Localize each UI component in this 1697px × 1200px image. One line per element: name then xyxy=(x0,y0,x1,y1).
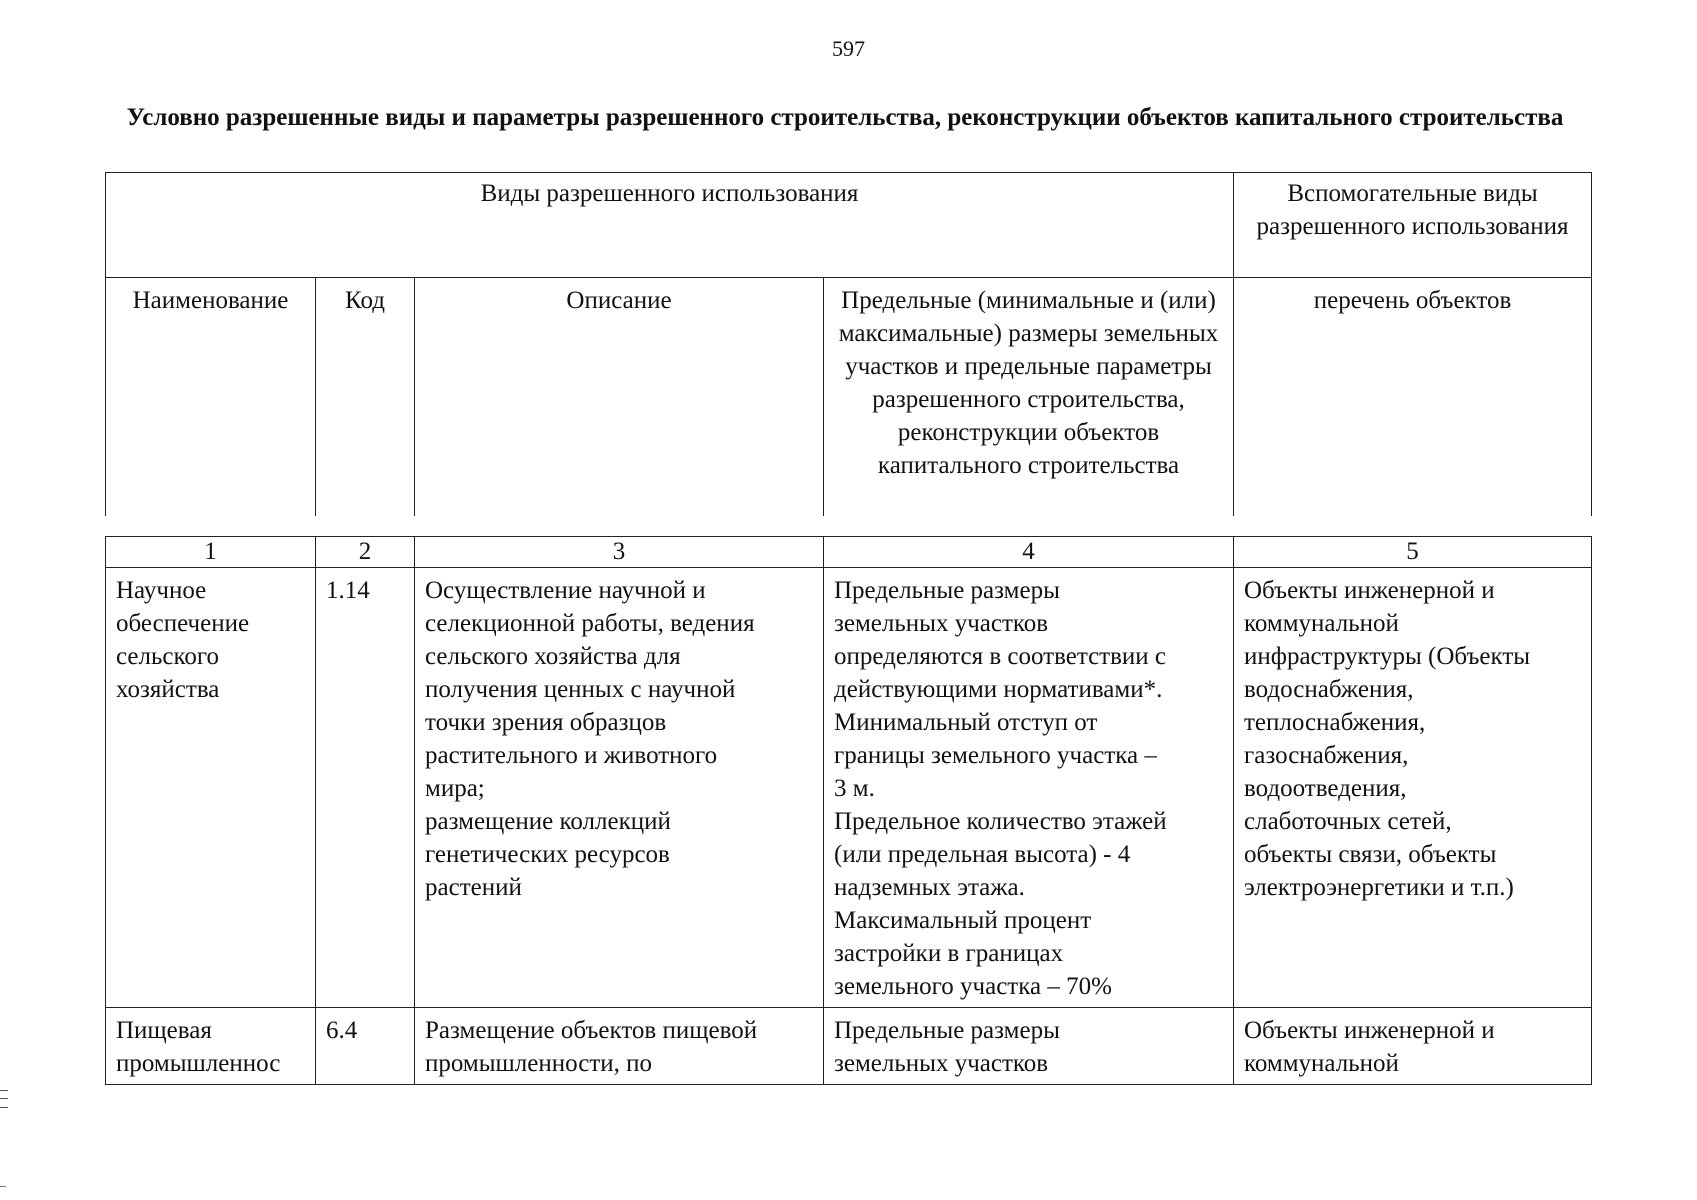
column-number-row xyxy=(106,537,1592,568)
page-number: 597 xyxy=(832,36,865,61)
header-col-params: Предельные (минимальные и (или) максимальные) размеры земельных участков и предельные параметры разрешенного строительства, реконструкции объектов капитального строительства xyxy=(824,278,1234,517)
column-number: 2 xyxy=(316,537,415,568)
header-col-objects: перечень объектов xyxy=(1234,278,1592,517)
cell-code: 1.14 xyxy=(316,568,415,1008)
cell-params: Предельные размеры земельных участков определяются в соответствии с действующими нормативами*. Минимальный отступ от границы земельного участка – 3 м. Предельное количество этажей (или предельная высота) - 4 надземных этажа. Максимальный процент застройки в границах земельного участка – 70% xyxy=(824,568,1234,1008)
column-number: 3 xyxy=(415,537,824,568)
column-number: 5 xyxy=(1234,537,1592,568)
scan-edge-mark xyxy=(0,1090,8,1108)
cell-params: Предельные размеры земельных участков xyxy=(824,1008,1234,1085)
table-row xyxy=(106,568,1592,1008)
header-table xyxy=(105,172,1592,516)
cell-description: Размещение объектов пищевой промышленности, по xyxy=(415,1008,824,1085)
cell-code: 6.4 xyxy=(316,1008,415,1085)
header-col-name: Наименование xyxy=(132,287,289,314)
cell-name: Пищевая промышленнос xyxy=(106,1008,316,1085)
cell-objects: Объекты инженерной и коммунальной инфраструктуры (Объекты водоснабжения, теплоснабжения, газоснабжения, водоотведения, слаботочных сетей, объекты связи, объекты электроэнергетики и т.п.) xyxy=(1234,568,1592,1008)
header-main: Виды разрешенного использования xyxy=(106,173,1234,278)
header-aux: Вспомогательные виды разрешенного использования xyxy=(1234,173,1592,278)
cell-objects: Объекты инженерной и коммунальной xyxy=(1234,1008,1592,1085)
header-col-code: Код xyxy=(316,278,415,517)
cell-name: Научное обеспечение сельского хозяйства xyxy=(106,568,316,1008)
cell-description: Осуществление научной и селекционной работы, ведения сельского хозяйства для получения ценных с научной точки зрения образцов растительного и животного мира; размещение коллекций генетических ресурсов растений xyxy=(415,568,824,1008)
header-col-desc: Описание xyxy=(415,278,824,517)
table-row xyxy=(106,1008,1592,1085)
column-number: 4 xyxy=(824,537,1234,568)
page-title: Условно разрешенные виды и параметры разрешенного строительства, реконструкции объектов капитального строительства xyxy=(126,104,1564,131)
body-table xyxy=(105,536,1592,1085)
scan-edge-mark xyxy=(0,1186,6,1187)
column-number: 1 xyxy=(106,537,316,568)
